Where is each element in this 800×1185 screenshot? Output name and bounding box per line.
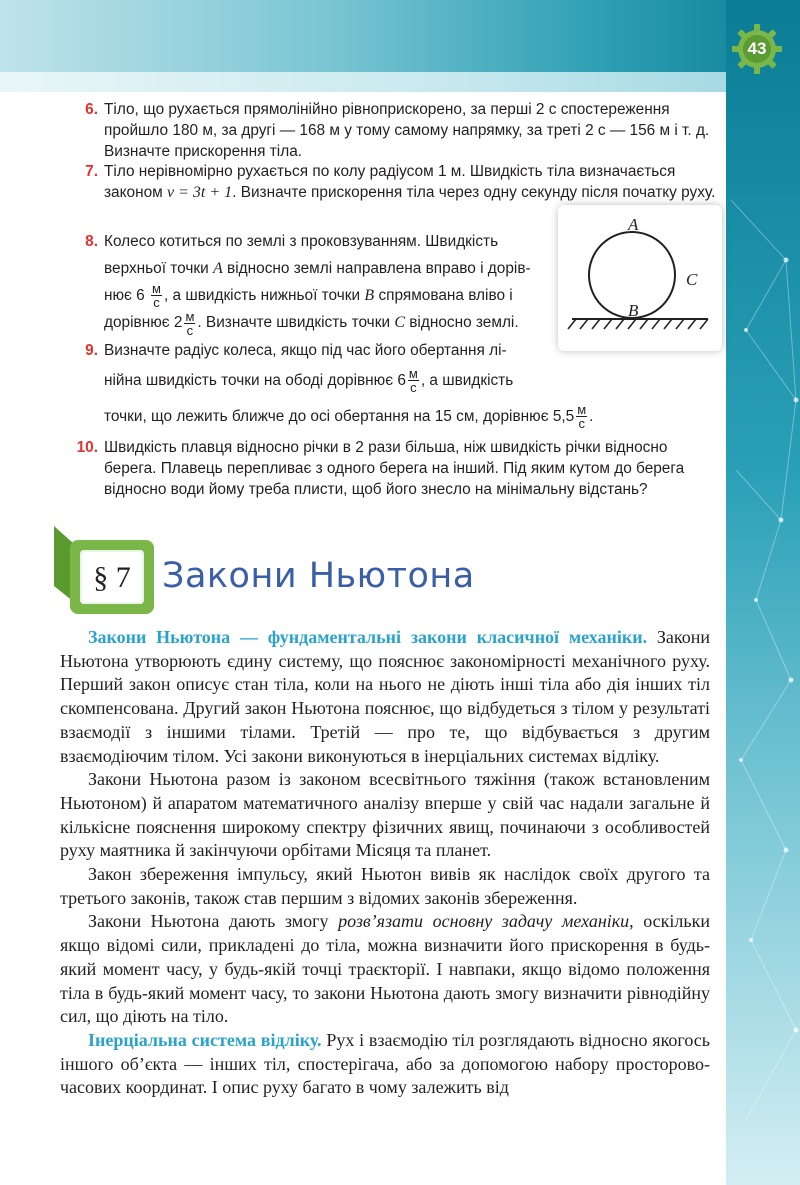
network-pattern	[726, 0, 800, 1185]
problem-9	[60, 336, 720, 431]
problem-text: Швидкість плавця відносно річки в 2 рази більша, ніж швидкість річки відносно берега. Плавець перепливає з одного берега на інший. Під яким кутом до берега відносно води йому треба плисти, щоб його знесло на мінімальну відстань?	[104, 439, 685, 498]
unit-fraction: $\frac{м}{с}$	[185, 308, 195, 338]
problem-number: 6.	[85, 101, 98, 118]
problem-text: Колесо котиться по землі з проковзуванням. Швидкість верхньої точки A відносно землі направлена вправо і дорів- нює 6 $\frac{м}{с}$ , а швидкість нижньої точки B спрямована вліво і дорівнює 2 $\frac{м}{с}$ . Визначте швидкість точки C відносно землі.	[104, 233, 531, 338]
section-number: § 7	[93, 561, 131, 594]
paragraph: Інерціальна система відліку. Рух і взаємодію тіл розглядають відносно якогось іншого об’єкта — інших тіл, спостерігача, або за допомогою набору просторово-часових координат. І опис руху багато в чому залежить від	[60, 1029, 710, 1098]
paragraph: Закони Ньютона дають змогу розв’язати основну задачу механіки, оскільки якщо відомі сили, прикладені до тіла, можна визначити його прискорення в будь-який момент часу, у будь-якій точці траєкторії. І навпаки, якщо відомо положення тіла в будь-який момент часу, то закони Ньютона дають змогу визначити рівнодійну сил, що діють на тіло.	[60, 911, 710, 1027]
label-a: A	[628, 215, 639, 234]
problem-text: Визначте радіус колеса, якщо під час його обертання лі- нійна швидкість точки на ободі дорівнює 6 $\frac{м}{с}$ , а швидкість точки, що лежить ближче до осі обертання на 15 см, дорівнює 5,5 $\frac{м}{с}$ .	[104, 342, 594, 432]
formula: v = 3t + 1	[167, 184, 233, 201]
problem-10	[60, 437, 720, 500]
right-decor-panel	[726, 0, 800, 1185]
problem-number: 10.	[76, 439, 98, 456]
body-text	[60, 626, 710, 1100]
unit-fraction: $\frac{м}{с}$	[408, 366, 418, 396]
unit-fraction: $\frac{м}{с}$	[577, 402, 587, 432]
problem-text: Тіло, що рухається прямолінійно рівноприскорено, за перші 2 с спостереження пройшло 180 м, за другі — 168 м у тому самому напрямку, за треті 2 с — 156 м і т. д. Визначте прискорення тіла.	[104, 101, 710, 160]
paragraph: Закон збереження імпульсу, який Ньютон вивів як наслідок своїх другого та третього законів, також став першим з відомих законів збереження.	[60, 864, 710, 908]
page-number: 43	[747, 39, 767, 58]
section-badge	[48, 522, 158, 618]
unit-fraction: $\frac{м}{с}$	[152, 281, 161, 311]
header-strip	[0, 72, 726, 92]
section-title: Закони Ньютона	[162, 556, 475, 596]
label-c: C	[686, 270, 698, 289]
label-b: B	[628, 301, 639, 320]
wheel-figure	[558, 205, 722, 351]
paragraph: Закони Ньютона — фундаментальні закони класичної механіки. Закони Ньютона утворюють єдину систему, що пояснює закономірності механічного руху. Перший закон описує стан тіла, коли на нього не діють інші тіла або дія інших тіл скомпенсована. Другий закон Ньютона пояснює, що відбудеться з тілом у результаті взаємодії з іншими тілами. Третій — про те, що відбувається з другим взаємодіючим тілом. Усі закони виконуються в інерціальних системах відліку.	[60, 627, 710, 766]
header-band	[0, 0, 800, 82]
problem-text: Тіло нерівномірно рухається по колу радіусом 1 м. Швидкість тіла визначається законом v = 3t + 1. Визначте прискорення тіла через одну секунду після початку руху.	[104, 163, 716, 201]
problem-6	[60, 99, 720, 162]
problem-number: 9.	[85, 342, 98, 359]
paragraph: Закони Ньютона разом із законом всесвітнього тяжіння (також встановленим Ньютоном) й апаратом математичного аналізу вперше у свій час надали загальне й кількісне пояснення широкому спектру фізичних явищ, починаючи з особливостей руху маятника й закінчуючи орбітами Місяця та планет.	[60, 769, 710, 861]
problem-number: 7.	[85, 163, 98, 180]
problem-number: 8.	[85, 233, 98, 250]
